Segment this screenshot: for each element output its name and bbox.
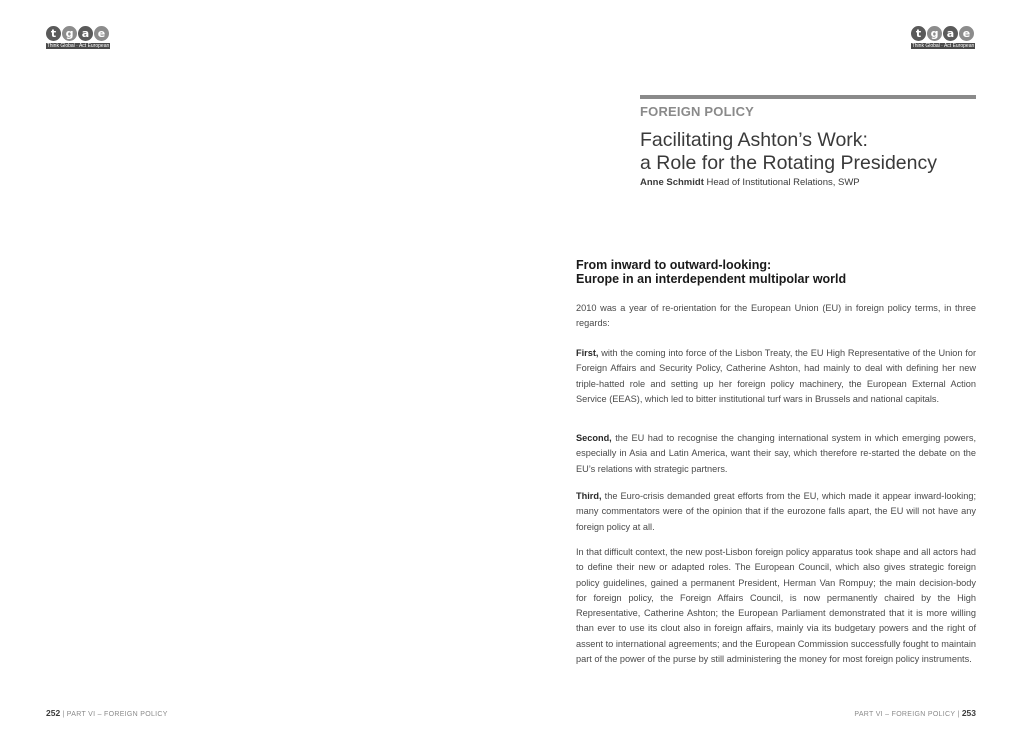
tgae-logo-left xyxy=(46,26,110,50)
section-label: FOREIGN POLICY xyxy=(640,104,755,119)
paragraph-body: with the coming into force of the Lisbon Treaty, the EU High Representative of the Union for Foreign Affairs and Security Policy, Catherine Ashton, had mainly to deal with defining her new triple-hatted role and setting up her foreign policy machinery, the European External Action Service (EEAS), which led to bitter institutional turf wars in Brussels and national capitals. xyxy=(576,348,976,404)
paragraph-lead: Third, xyxy=(576,491,602,501)
logo-letter-t: t xyxy=(46,26,61,41)
logo-tagline: Think Global · Act European xyxy=(911,43,975,49)
author-name: Anne Schmidt xyxy=(640,177,704,188)
logo-letter-t: t xyxy=(911,26,926,41)
logo-letter-a: a xyxy=(78,26,93,41)
paragraph-context: In that difficult context, the new post-Lisbon foreign policy apparatus took shape and all actors had to define their new or adapted roles. The European Council, which also gives strategic foreign policy guidelines, gained a permanent President, Herman Van Rompuy; the main decision-body for foreign policy, the Foreign Affairs Council, is now permanently chaired by the High Representative, Catherine Ashton; the European Parliament demonstrated that it is more willing than ever to use its clout also in foreign affairs, mainly via its budgetary powers and the right of assent to international agreements; and the European Commission successfully fought to maintain part of the power of the purse by still administering the money for most foreign policy instruments. xyxy=(576,547,976,665)
section-header-bar xyxy=(640,95,976,99)
article-title-line-1: Facilitating Ashton’s Work: xyxy=(640,129,868,151)
author-role: Head of Institutional Relations, SWP xyxy=(703,177,860,188)
subheading-line-1: From inward to outward-looking: xyxy=(576,258,772,272)
footer-right-label: PART VI – FOREIGN POLICY | xyxy=(854,711,962,718)
paragraph-third xyxy=(576,489,976,535)
logo-letter-e: e xyxy=(94,26,109,41)
logo-letter-a: a xyxy=(943,26,958,41)
section-subheading xyxy=(576,258,976,286)
byline xyxy=(640,177,860,188)
footer-left xyxy=(46,708,168,718)
paragraph-lead: First, xyxy=(576,348,599,358)
paragraph-intro: 2010 was a year of re-orientation for the European Union (EU) in foreign policy terms, in three regards: xyxy=(576,303,976,329)
paragraph-second xyxy=(576,431,976,477)
page-number-left: 252 xyxy=(46,708,61,718)
paragraph-first xyxy=(576,346,976,407)
article-title-line-2: a Role for the Rotating Presidency xyxy=(640,152,937,174)
paragraph-body: the EU had to recognise the changing international system in which emerging powers, especially in Asia and Latin America, want their say, which therefore re-started the debate on the EU’s relations with strategic partners. xyxy=(576,433,976,474)
logo-tagline: Think Global · Act European xyxy=(46,43,110,49)
tgae-logo-right xyxy=(911,26,975,50)
article-title xyxy=(640,129,1000,175)
logo-letter-g: g xyxy=(927,26,942,41)
logo-circles xyxy=(911,26,975,42)
footer-right xyxy=(854,708,976,718)
logo-letter-g: g xyxy=(62,26,77,41)
logo-letter-e: e xyxy=(959,26,974,41)
footer-left-label: | PART VI – FOREIGN POLICY xyxy=(60,711,168,718)
paragraph-lead: Second, xyxy=(576,433,612,443)
paragraph-body: the Euro-crisis demanded great efforts from the EU, which made it appear inward-looking; many commentators were of the opinion that if the eurozone falls apart, the EU will not have any foreign policy at all. xyxy=(576,491,976,532)
subheading-line-2: Europe in an interdependent multipolar world xyxy=(576,272,847,286)
page-number-right: 253 xyxy=(961,708,976,718)
logo-circles xyxy=(46,26,110,42)
